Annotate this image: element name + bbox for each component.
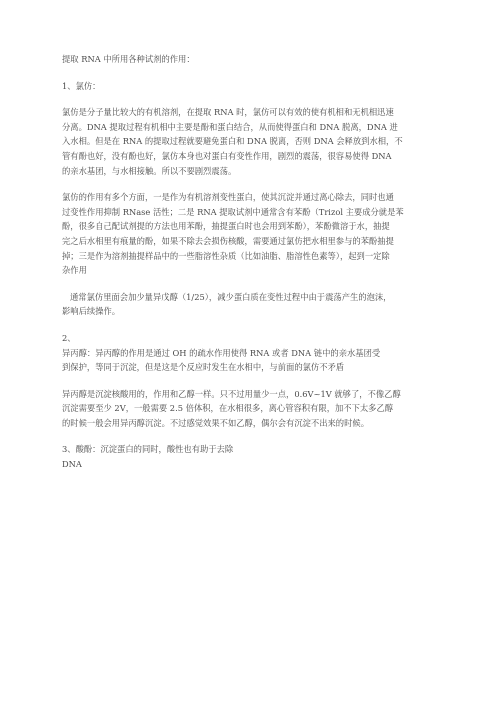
section-1-paragraph-1: [62, 105, 434, 178]
text-line: 氯仿的作用有多个方面，一是作为有机溶剂变性蛋白，使其沉淀并通过离心除去，同时也通: [62, 192, 394, 203]
section-1-paragraph-3: [62, 290, 434, 319]
spacer: [62, 430, 434, 442]
text-line: 过变性作用抑制 RNase 活性；二是 RNA 提取试剂中通常含有苯酚（Trizol 主要成分就是苯: [62, 206, 404, 217]
text-line: 异丙醇：异丙醇的作用是通过 OH 的疏水作用使得 RNA 或者 DNA 链中的亲水基团受: [62, 347, 381, 358]
text-line: 异丙醇是沉淀核酸用的，作用和乙醇一样。只不过用量少一点，0.6V~1V 就够了，不像乙醇: [62, 388, 401, 399]
section-2-paragraph-1: [62, 346, 434, 375]
spacer: [62, 278, 434, 290]
document-title: 提取 RNA 中所用各种试剂的作用：: [62, 54, 195, 64]
document-body: [62, 52, 434, 472]
spacer: [62, 178, 434, 190]
text-line: 的亲水基团，与水相接触。所以不要剧烈震荡。: [62, 165, 237, 176]
text-line: 氯仿是分子量比较大的有机溶剂，在提取 RNA 时，氯仿可以有效的使有机相和无机相迅速: [62, 107, 394, 118]
spacer: [62, 375, 434, 387]
section-3-heading: 3、酸酚：沉淀蛋白的同时，酸性也有助于去除: [62, 444, 234, 455]
text-line: 管有酚也好，没有酚也好，氯仿本身也对蛋白有变性作用，剧烈的震荡，很容易使得 DNA: [62, 150, 392, 161]
section-1-paragraph-2: [62, 190, 434, 278]
text-line: 分离。DNA 提取过程有机相中主要是酚和蛋白结合，从而使得蛋白和 DNA 脱离，DNA 进: [62, 121, 398, 132]
section-2-heading: 2、: [62, 332, 76, 343]
text-line: 通常氯仿里面会加少量异戊醇（1/25），减少蛋白质在变性过程中由于震荡产生的泡沫，: [70, 291, 392, 302]
text-line: 入水相。但是在 RNA 的提取过程就要避免蛋白和 DNA 脱离，否则 DNA 会释放到水相，不: [62, 136, 403, 147]
section-3-tail: DNA: [62, 459, 82, 470]
text-line: 杂作用: [62, 265, 87, 276]
spacer: [62, 67, 434, 79]
text-line: 掉；三是作为溶剂抽提样品中的一些脂溶性杂质（比如油脂、脂溶性色素等），起到一定除: [62, 250, 390, 261]
text-line: 的时候一般会用异丙醇沉淀。不过感觉效果不如乙醇，偶尔会有沉淀不出来的时候。: [62, 417, 369, 428]
text-line: 影响后续操作。: [62, 306, 121, 317]
text-line: 沉淀需要至少 2V，一般需要 2.5 倍体积，在水相很多，离心管容积有限，加不下太多乙醇: [62, 403, 394, 414]
text-line: 到保护，等同于沉淀，但是这是个反应时发生在水相中，与前面的氯仿不矛盾: [62, 362, 345, 373]
section-2-paragraph-2: [62, 387, 434, 431]
text-line: 完之后水相里有痕量的酚，如果不除去会损伤核酸，需要通过氯仿把水相里参与的苯酚抽提: [62, 235, 394, 246]
text-line: 酚，很多自己配试剂提的方法也用苯酚，抽提蛋白时也会用到苯酚），苯酚微溶于水，抽提: [62, 221, 390, 232]
spacer: [62, 93, 434, 105]
section-1-heading: 1、氯仿：: [62, 80, 101, 91]
spacer: [62, 319, 434, 331]
